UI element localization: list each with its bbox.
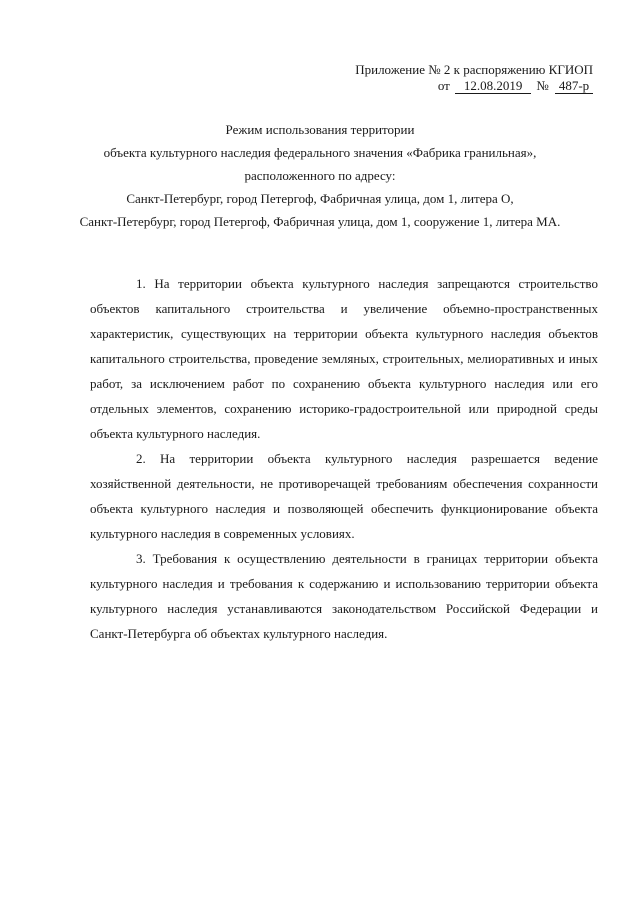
paragraph-3: 3. Требования к осуществлению деятельности в границах территории объекта культурного наследия и требования к содержанию и использованию территории объекта культурного наследия устанавливаются законодательством Российской Федерации и Санкт-Петербурга об объектах культурного наследия. [90, 551, 598, 641]
title-line-5: Санкт-Петербург, город Петергоф, Фабричная улица, дом 1, сооружение 1, литера МА. [79, 214, 561, 229]
title-line-2: объекта культурного наследия федерального значения «Фабрика гранильная», [103, 145, 537, 160]
order-date: 12.08.2019 [455, 79, 531, 94]
number-label: № [536, 78, 549, 93]
title-line-4: Санкт-Петербург, город Петергоф, Фабричная улица, дом 1, литера О, [126, 191, 514, 206]
document-body [90, 271, 598, 646]
annex-header [355, 62, 593, 94]
paragraph-1: 1. На территории объекта культурного наследия запрещаются строительство объектов капитального строительства и увеличение объемно-пространственных характеристик, существующих на территории объекта культурного наследия объектов капитального строительства, проведение земляных, строительных, мелиоративных и иных работ, за исключением работ по сохранению объекта культурного наследия или его отдельных элементов, сохранению историко-градостроительной или природной среды объекта культурного наследия. [90, 276, 598, 441]
paragraph-2: 2. На территории объекта культурного наследия разрешается ведение хозяйственной деятельности, не противоречащей требованиям обеспечения сохранности объекта культурного наследия и позволяющей обеспечить функционирование объекта культурного наследия в современных условиях. [90, 451, 598, 541]
order-number: 487-р [555, 79, 593, 94]
title-line-3: расположенного по адресу: [244, 168, 396, 183]
date-label: от [437, 78, 450, 93]
title-line-1: Режим использования территории [225, 122, 415, 137]
annex-details [438, 78, 593, 94]
annex-title: Приложение № 2 к распоряжению КГИОП [355, 62, 593, 77]
document-title [0, 118, 640, 233]
